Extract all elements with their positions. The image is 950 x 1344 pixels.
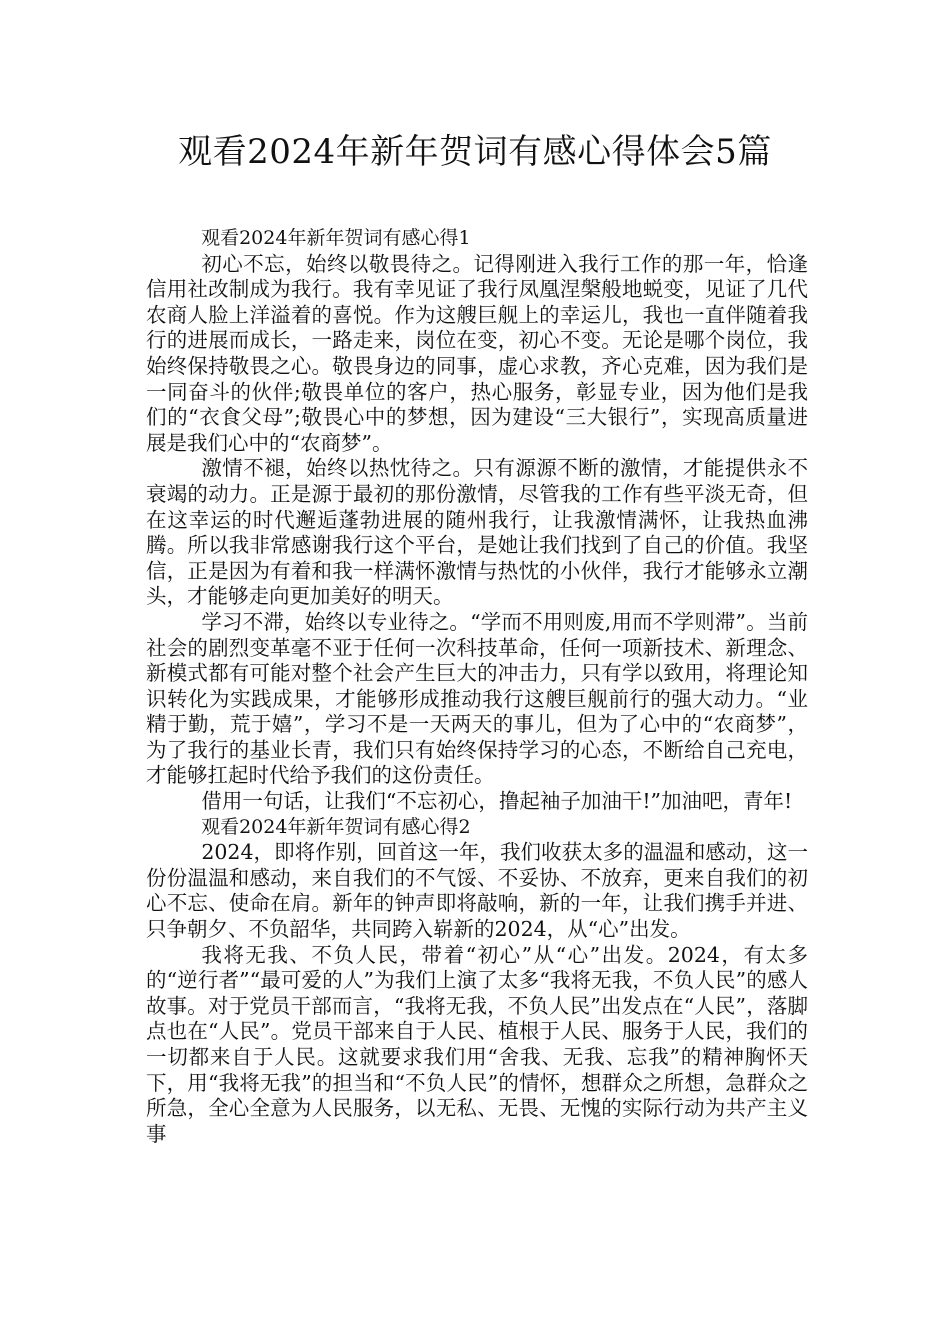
- document-body: [146, 226, 808, 1147]
- paragraph: 借用一句话，让我们“不忘初心，撸起袖子加油干!”加油吧，青年!: [201, 789, 793, 814]
- document-title: 观看2024年新年贺词有感心得体会5篇: [178, 132, 772, 172]
- section-heading: 观看2024年新年贺词有感心得1: [201, 227, 471, 249]
- paragraph: 初心不忘，始终以敬畏待之。记得刚进入我行工作的那一年，恰逢信用社改制成为我行。我有幸见证了我行凤凰涅槃般地蜕变，见证了几代农商人脸上洋溢着的喜悦。作为这艘巨舰上的幸运儿，我也一直伴随着我行的进展而成长，一路走来，岗位在变，初心不变。无论是哪个岗位，我始终保持敬畏之心。敬畏身边的同事，虚心求教，齐心克难，因为我们是一同奋斗的伙伴;敬畏单位的客户，热心服务，彰显专业，因为他们是我们的“衣食父母”;敬畏心中的梦想，因为建设“三大银行”，实现高质量进展是我们心中的“农商梦”。: [146, 251, 808, 455]
- paragraph: 学习不滞，始终以专业待之。“学而不用则废,用而不学则滞”。当前社会的剧烈变革毫不亚于任何一次科技革命，任何一项新技术、新理念、新模式都有可能对整个社会产生巨大的冲击力，只有学以致用，将理论知识转化为实践成果，才能够形成推动我行这艘巨舰前行的强大动力。“业精于勤，荒于嬉”，学习不是一天两天的事儿，但为了心中的“农商梦”，为了我行的基业长青，我们只有始终保持学习的心态，不断给自己充电，才能够扛起时代给予我们的这份责任。: [146, 609, 808, 788]
- paragraph: 我将无我、不负人民，带着“初心”从“心”出发。2024，有太多的“逆行者”“最可爱的人”为我们上演了太多“我将无我，不负人民”的感人故事。对于党员干部而言，“我将无我，不负人民”出发点在“人民”，落脚点也在“人民”。党员干部来自于人民、植根于人民、服务于人民，我们的一切都来自于人民。这就要求我们用“舍我、无我、忘我”的精神胸怀天下，用“我将无我”的担当和“不负人民”的情怀，想群众之所想，急群众之所急，全心全意为人民服务，以无私、无畏、无愧的实际行动为共产主义事: [146, 942, 808, 1146]
- paragraph: 2024，即将作别，回首这一年，我们收获太多的温温和感动，这一份份温温和感动，来自我们的不气馁、不妥协、不放弃，更来自我们的初心不忘、使命在肩。新年的钟声即将敲响，新的一年，让我们携手并进、只争朝夕、不负韶华，共同跨入崭新的2024，从“心”出发。: [146, 840, 808, 942]
- section-1: [146, 226, 808, 815]
- section-heading: 观看2024年新年贺词有感心得2: [201, 815, 471, 838]
- section-2: [146, 815, 808, 1148]
- paragraph: 激情不褪，始终以热忱待之。只有源源不断的激情，才能提供永不衰竭的动力。正是源于最初的那份激情，尽管我的工作有些平淡无奇，但在这幸运的时代邂逅蓬勃进展的随州我行，让我激情满怀，让我热血沸腾。所以我非常感谢我行这个平台，是她让我们找到了自己的价值。我坚信，正是因为有着和我一样满怀激情与热忱的小伙伴，我行才能够永立潮头，才能够走向更加美好的明天。: [146, 456, 808, 609]
